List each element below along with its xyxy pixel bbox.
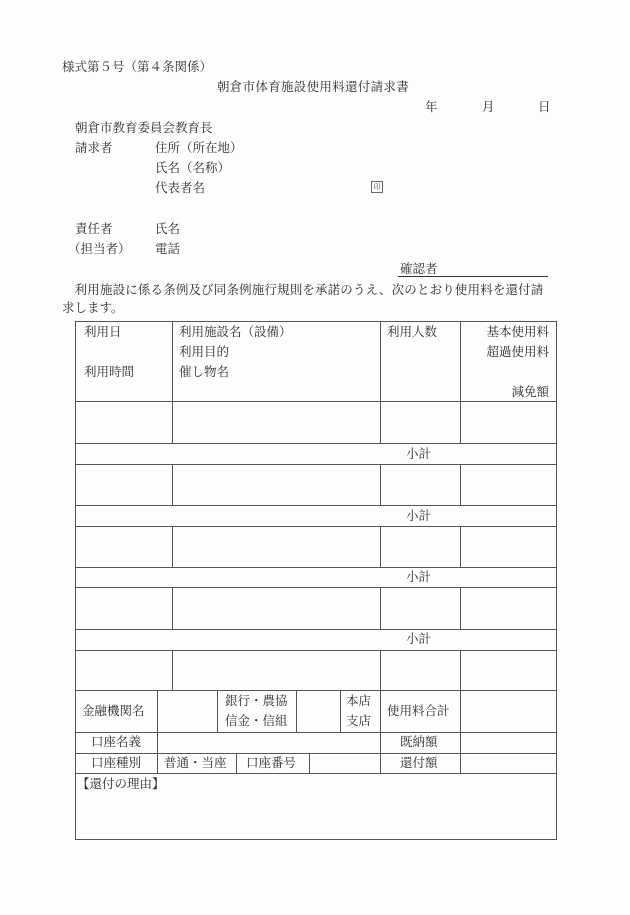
refund-reason-label: 【還付の理由】 (77, 776, 165, 791)
branch-line1: 本店 (346, 693, 372, 708)
header-reduction: 減免額 (511, 384, 549, 399)
page-title: 朝倉市体育施設使用料還付請求書 (217, 79, 410, 94)
statement-line-1: 利用施設に係る条例及び同条例施行規則を承諾のうえ、次のとおり使用料を還付請 (62, 282, 544, 297)
bank-types-line1: 銀行・農協 (225, 693, 288, 708)
form-number: 様式第５号（第４条関係） (62, 59, 213, 74)
addressee: 朝倉市教育委員会教育長 (75, 120, 213, 135)
header-use-date: 利用日 (84, 324, 122, 339)
claimant-name-label: 氏名（名称） (155, 160, 231, 175)
responsible-phone-label: 電話 (155, 241, 181, 256)
account-holder-label: 口座名義 (91, 734, 142, 749)
subtotal-label: 小計 (406, 569, 432, 584)
header-basic-fee: 基本使用料 (486, 324, 549, 339)
claimant-representative-label: 代表者名 (155, 180, 206, 195)
bank-institution-label: 金融機関名 (82, 703, 145, 718)
header-attendees: 利用人数 (387, 324, 438, 339)
confirmer-signature-line (398, 276, 548, 277)
date-month-label: 月 (482, 99, 495, 114)
subtotal-label: 小計 (406, 508, 432, 523)
claimant-address-label: 住所（所在地） (155, 140, 243, 155)
bank-types-line2: 信金・信組 (225, 713, 288, 728)
refund-amount-label: 還付額 (400, 755, 438, 770)
subtotal-label: 小計 (406, 446, 432, 461)
header-purpose: 利用目的 (179, 344, 230, 359)
responsible-sub-label: （担当者） (68, 241, 131, 256)
branch-line2: 支店 (346, 713, 372, 728)
account-type-label: 口座種別 (91, 755, 142, 770)
subtotal-label: 小計 (406, 631, 432, 646)
header-use-time: 利用時間 (84, 364, 135, 379)
date-day-label: 日 (538, 99, 551, 114)
header-facility-name: 利用施設名（設備） (179, 324, 292, 339)
paid-amount-label: 既納額 (400, 734, 438, 749)
seal-icon: 印 (371, 181, 383, 193)
date-year-label: 年 (425, 99, 438, 114)
header-excess-fee: 超過使用料 (486, 344, 549, 359)
statement-line-2: 求します。 (62, 300, 124, 315)
total-fee-label: 使用料合計 (387, 703, 450, 718)
responsible-label: 責任者 (75, 221, 113, 236)
account-number-label: 口座番号 (246, 755, 297, 770)
claimant-label: 請求者 (75, 140, 113, 155)
confirmer-label: 確認者 (400, 261, 438, 276)
responsible-name-label: 氏名 (155, 221, 181, 236)
header-event-name: 催し物名 (179, 364, 230, 379)
account-type-options: 普通・当座 (164, 755, 227, 770)
table-outer-border (76, 322, 557, 840)
